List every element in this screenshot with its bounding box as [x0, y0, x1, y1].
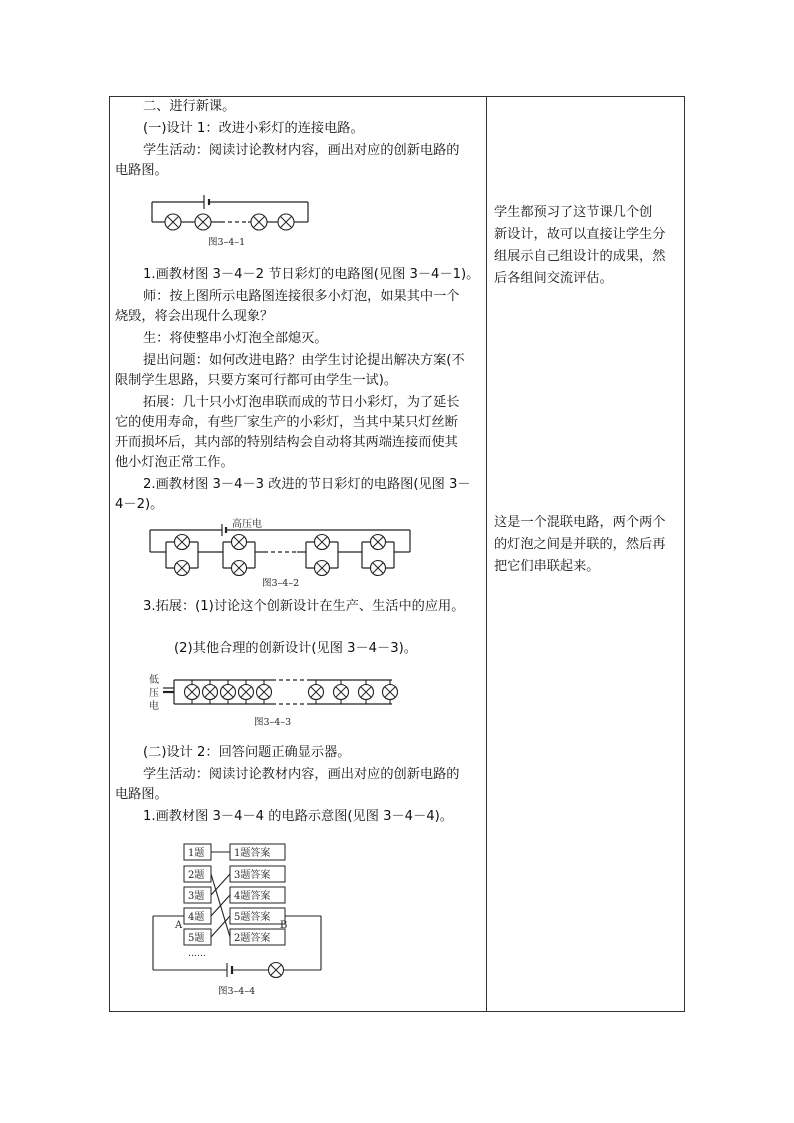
svg-text:3题答案: 3题答案 [234, 870, 271, 881]
extension-line4: 他小灯泡正常工作。 [115, 455, 234, 470]
figure4-dots: …… [188, 949, 206, 959]
answer-box [230, 887, 285, 903]
question-box [184, 866, 211, 882]
design1-title: (一)设计 1：改进小彩灯的连接电路。 [143, 121, 364, 136]
question-line1: 提出问题：如何改进电路？由学生讨论提出解决方案(不 [143, 353, 465, 368]
item2-line2: 4－2)。 [115, 497, 164, 512]
question-box [184, 887, 211, 903]
parallel-lamp-pair [166, 535, 198, 576]
lamp-icon [278, 214, 294, 230]
figure3-label-3: 电 [149, 701, 159, 712]
teacher-line2: 烧毁，将会出现什么现象？ [115, 309, 274, 324]
item3-text: 3.拓展：(1)讨论这个创新设计在生产、生活中的应用。 [143, 599, 465, 614]
lamp-icon [175, 561, 190, 576]
note2-line2: 的灯泡之间是并联的，然后再 [494, 537, 666, 552]
activity2-line2: 电路图。 [115, 787, 168, 802]
svg-text:2题: 2题 [188, 870, 205, 881]
answer-box [230, 908, 285, 924]
design2-title: (二)设计 2：回答问题正确显示器。 [143, 745, 351, 760]
activity1-line2: 电路图。 [115, 163, 168, 178]
section-heading: 二、进行新课。 [143, 99, 236, 114]
answer-box [230, 866, 285, 882]
figure-answer-display-circuit [148, 838, 328, 1000]
activity1-line1: 学生活动：阅读讨论教材内容，画出对应的创新电路的 [143, 143, 460, 158]
figure1-caption: 图3–4–1 [208, 237, 246, 248]
question-box [184, 844, 211, 860]
lamp-icon [232, 535, 247, 550]
svg-text:3题: 3题 [188, 891, 205, 902]
lamp-icon [334, 685, 349, 700]
svg-text:4题答案: 4题答案 [234, 891, 271, 902]
parallel-lamp-pair [306, 535, 338, 576]
figure-mixed-circuit [146, 516, 416, 592]
extension-line1: 拓展：几十只小灯泡串联而成的节日小彩灯，为了延长 [143, 395, 460, 410]
lamp-icon [371, 535, 386, 550]
figure-series-circuit [148, 190, 318, 250]
lamp-icon [221, 685, 236, 700]
answer-box [230, 844, 285, 860]
note2-line3: 把它们串联起来。 [494, 559, 600, 574]
lamp-icon [383, 685, 398, 700]
lamp-icon [195, 214, 211, 230]
answer-box [230, 929, 285, 945]
svg-text:2题答案: 2题答案 [234, 933, 271, 944]
item2-line1: 2.画教材图 3－4－3 改进的节日彩灯的电路图(见图 3－ [143, 477, 471, 492]
svg-text:1题答案: 1题答案 [234, 848, 271, 859]
figure3-caption: 图3–4–3 [254, 717, 292, 728]
figure2-label: 高压电 [232, 519, 262, 530]
lamp-icon [315, 535, 330, 550]
extension-line2: 它的使用寿命，有些厂家生产的小彩灯，当其中某只灯丝断 [115, 415, 458, 430]
parallel-lamp-pair [223, 535, 255, 576]
column-divider [486, 96, 487, 1012]
svg-text:1题: 1题 [188, 848, 205, 859]
figure4-label-a: A [175, 920, 183, 931]
lamp-icon [165, 214, 181, 230]
item1-text: 1.画教材图 3－4－2 节日彩灯的电路图(见图 3－4－1)。 [143, 267, 480, 282]
parallel-lamp-pair [362, 535, 394, 576]
note1-line4: 后各组间交流评估。 [494, 271, 613, 286]
figure-parallel-circuit [146, 672, 406, 730]
note1-line3: 组展示自己组设计的成果，然 [494, 249, 666, 264]
lamp-icon [315, 561, 330, 576]
lamp-icon [251, 214, 267, 230]
lamp-icon [257, 685, 272, 700]
svg-text:4题: 4题 [188, 912, 205, 923]
student-answer: 生：将使整串小灯泡全部熄灭。 [143, 331, 328, 346]
svg-text:5题答案: 5题答案 [234, 912, 271, 923]
item3-sub2: (2)其他合理的创新设计(见图 3－4－3)。 [174, 641, 417, 656]
lamp-icon [185, 685, 200, 700]
lamp-icon [309, 685, 324, 700]
figure2-caption: 图3–4–2 [262, 578, 300, 589]
figure4-label-b: B [280, 920, 288, 931]
activity2-line1: 学生活动：阅读讨论教材内容，画出对应的创新电路的 [143, 767, 460, 782]
note1-line2: 新设计，故可以直接让学生分 [494, 227, 666, 242]
lamp-icon [203, 685, 218, 700]
note2-line1: 这是一个混联电路，两个两个 [494, 515, 666, 530]
lamp-icon [232, 561, 247, 576]
lamp-icon [239, 685, 254, 700]
figure3-label-1: 低 [149, 675, 159, 686]
lamp-icon [175, 535, 190, 550]
question-box [184, 908, 211, 924]
question-box [184, 929, 211, 945]
figure4-caption: 图3–4–4 [218, 986, 256, 997]
question-line2: 限制学生思路，只要方案可行都可由学生一试)。 [115, 373, 398, 388]
lamp-icon [359, 685, 374, 700]
note1-line1: 学生都预习了这节课几个创 [494, 205, 653, 220]
figure3-label-2: 压 [149, 688, 159, 699]
teacher-line1: 师：按上图所示电路图连接很多小灯泡，如果其中一个 [143, 289, 460, 304]
lamp-icon [371, 561, 386, 576]
item4-text: 1.画教材图 3－4－4 的电路示意图(见图 3－4－4)。 [143, 809, 453, 824]
extension-line3: 开而损坏后，其内部的特别结构会自动将其两端连接而使其 [115, 435, 458, 450]
svg-text:5题: 5题 [188, 933, 205, 944]
